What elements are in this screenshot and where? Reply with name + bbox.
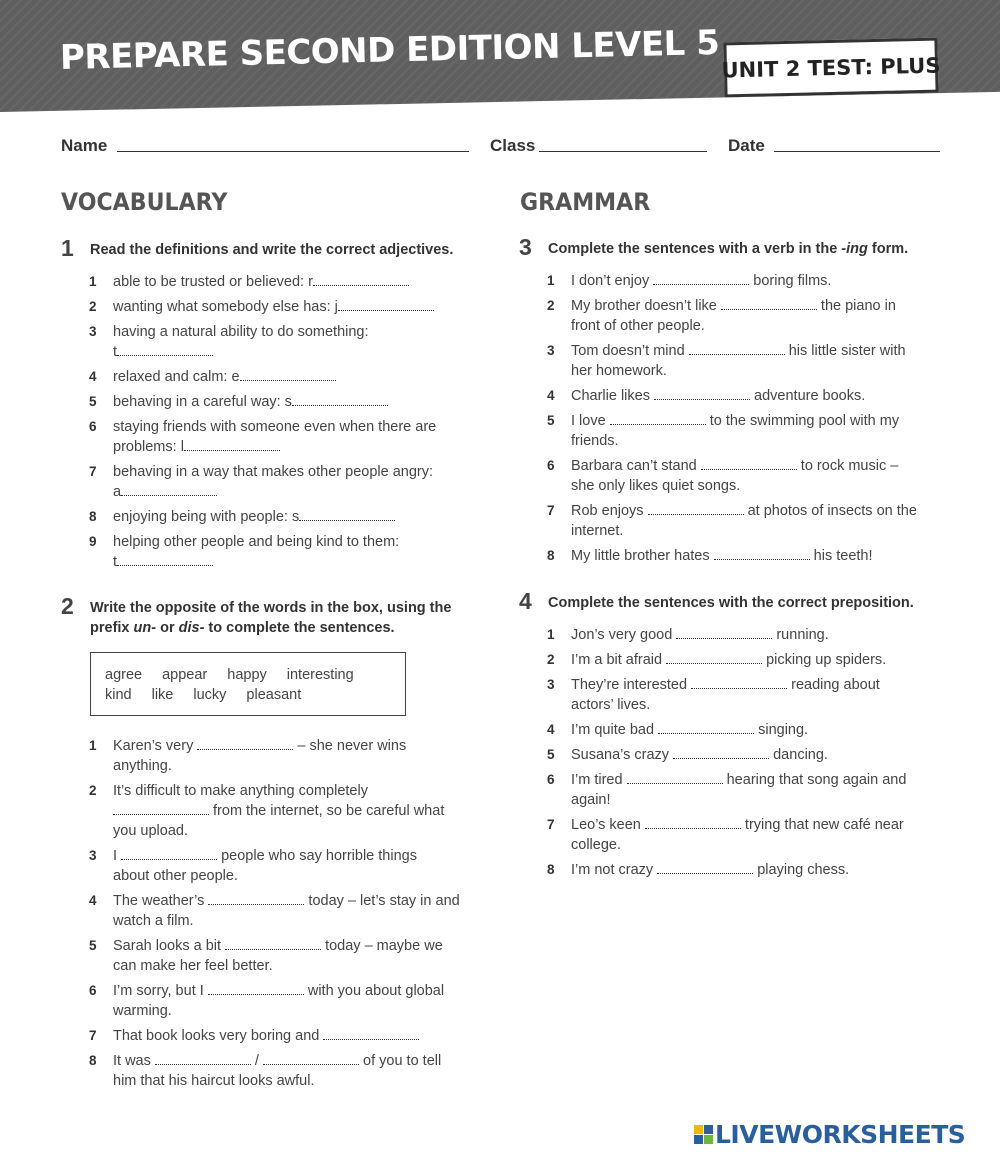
answer-blank[interactable]: [657, 860, 753, 874]
exercise-instruction: un-: [133, 620, 157, 636]
item-text: watch a film.: [113, 913, 194, 929]
item-number: 1: [547, 627, 555, 642]
item-number: 8: [89, 1053, 97, 1068]
item-text: /: [250, 1053, 263, 1069]
item-text: a: [113, 484, 122, 500]
answer-blank[interactable]: [721, 296, 817, 310]
item-number: 6: [89, 419, 97, 434]
word-box-word: kind: [105, 687, 132, 703]
exercise-number: 1: [61, 235, 74, 261]
word-box-word: interesting: [286, 667, 354, 683]
answer-blank[interactable]: [691, 675, 787, 689]
item-text: picking up spiders.: [762, 652, 887, 668]
list-item: [547, 815, 949, 855]
answer-blank[interactable]: [338, 297, 434, 311]
item-text: staying friends with someone even when there are: [113, 419, 437, 435]
item-number: 7: [547, 817, 555, 832]
answer-blank[interactable]: [653, 271, 749, 285]
exercise-4: [519, 588, 949, 885]
item-text: college.: [571, 837, 621, 853]
item-text: internet.: [571, 523, 624, 539]
list-item: [547, 501, 949, 541]
item-text: I’m quite bad: [571, 722, 659, 738]
item-text: of you to tell: [359, 1053, 442, 1069]
item-text: boring films.: [749, 273, 832, 289]
answer-blank[interactable]: [666, 650, 762, 664]
item-text: you upload.: [113, 823, 188, 839]
item-text: people who say horrible things: [217, 848, 417, 864]
vocabulary-title: VOCABULARY: [61, 188, 228, 216]
item-number: 8: [547, 548, 555, 563]
answer-blank[interactable]: [648, 501, 744, 515]
item-number: 4: [89, 893, 97, 908]
item-text: wanting what somebody else has: j: [113, 299, 338, 315]
item-number: 6: [547, 458, 555, 473]
class-field[interactable]: [539, 151, 707, 152]
list-item: [547, 860, 949, 880]
list-item: [547, 456, 949, 496]
list-item: [547, 386, 949, 406]
item-text: adventure books.: [750, 388, 866, 404]
item-text: Charlie likes: [571, 388, 654, 404]
logo-text: LIVEWORKSHEETS: [715, 1119, 966, 1149]
answer-blank[interactable]: [117, 552, 213, 566]
exercise-instruction: dis-: [178, 620, 205, 636]
exercise-3: [519, 234, 949, 571]
word-box-word: pleasant: [246, 687, 302, 703]
item-text: I love: [571, 413, 610, 429]
answer-blank[interactable]: [121, 482, 217, 496]
item-number: 3: [89, 324, 97, 339]
item-text: dancing.: [769, 747, 828, 763]
item-number: 6: [547, 772, 555, 787]
list-item: [547, 625, 949, 645]
item-number: 8: [547, 862, 555, 877]
item-text: having a natural ability to do something:: [113, 324, 369, 340]
list-item: [89, 507, 491, 527]
grammar-title: GRAMMAR: [520, 188, 651, 216]
item-number: 1: [89, 274, 97, 289]
item-text: Susana’s crazy: [571, 747, 674, 763]
exercise-number: 2: [61, 593, 74, 619]
item-text: able to be trusted or believed: r: [113, 274, 313, 290]
item-text: I’m a bit afraid: [571, 652, 667, 668]
item-text: to the swimming pool with my: [705, 413, 900, 429]
exercise-instruction: Complete the sentences with the correct preposition.: [548, 595, 914, 611]
item-number: 4: [547, 722, 555, 737]
answer-blank[interactable]: [208, 981, 304, 995]
item-number: 2: [89, 783, 97, 798]
word-box: [90, 652, 406, 716]
item-text: Leo’s keen: [571, 817, 645, 833]
answer-blank[interactable]: [197, 736, 293, 750]
item-text: t: [113, 344, 118, 360]
item-number: 4: [89, 369, 97, 384]
item-text: They’re interested: [571, 677, 692, 693]
answer-blank[interactable]: [225, 936, 321, 950]
item-text: from the internet, so be careful what: [209, 803, 445, 819]
exercise-instruction: form.: [867, 241, 909, 257]
page-title: PREPARE SECOND EDITION LEVEL 5: [59, 23, 720, 78]
answer-blank[interactable]: [323, 1026, 419, 1040]
item-number: 7: [547, 503, 555, 518]
name-label: Name: [61, 136, 108, 155]
word-box-word: happy: [227, 667, 267, 683]
item-text: with you about global: [303, 983, 445, 999]
item-text: helping other people and being kind to them:: [113, 534, 400, 550]
answer-blank[interactable]: [121, 846, 217, 860]
item-text: front of other people.: [571, 318, 705, 334]
item-text: the piano in: [816, 298, 896, 314]
list-item: [547, 296, 949, 336]
exercise-2: [61, 593, 491, 1096]
answer-blank[interactable]: [689, 341, 785, 355]
item-number: 1: [547, 273, 555, 288]
exercise-instruction: to complete the sentences.: [204, 620, 395, 636]
item-number: 6: [89, 983, 97, 998]
exercise-1-heading: [61, 235, 491, 261]
answer-blank[interactable]: [714, 546, 810, 560]
answer-blank[interactable]: [292, 392, 388, 406]
item-number: 2: [547, 652, 555, 667]
list-item: [547, 770, 949, 810]
list-item: [547, 546, 949, 566]
item-text: It was: [113, 1053, 155, 1069]
item-number: 3: [89, 848, 97, 863]
item-text: My little brother hates: [571, 548, 714, 564]
item-text: reading about: [787, 677, 880, 693]
exercise-instruction: -ing: [841, 241, 868, 257]
item-text: Barbara can’t stand: [571, 458, 701, 474]
list-item: [89, 846, 491, 886]
item-text: Sarah looks a bit: [113, 938, 226, 954]
item-text: singing.: [754, 722, 809, 738]
exercise-4-heading: [519, 588, 949, 614]
item-text: That book looks very boring and: [113, 1028, 324, 1044]
class-label: Class: [490, 136, 536, 155]
item-text: she only likes quiet songs.: [571, 478, 741, 494]
item-number: 4: [547, 388, 555, 403]
list-item: [89, 272, 491, 292]
list-item: [547, 271, 949, 291]
answer-blank[interactable]: [117, 342, 213, 356]
answer-blank[interactable]: [299, 507, 395, 521]
item-text: I don’t enjoy: [571, 273, 654, 289]
item-text: I: [113, 848, 122, 864]
item-number: 7: [89, 1028, 97, 1043]
item-text: enjoying being with people: s: [113, 509, 300, 525]
word-box-word: like: [151, 687, 174, 703]
item-text: t: [113, 554, 118, 570]
item-number: 5: [547, 413, 555, 428]
answer-blank[interactable]: [113, 801, 209, 815]
item-text: Tom doesn’t mind: [571, 343, 689, 359]
item-text: behaving in a way that makes other people angry:: [113, 464, 434, 480]
list-item: [89, 1026, 491, 1046]
list-item: [89, 462, 491, 502]
answer-blank[interactable]: [208, 891, 304, 905]
item-number: 3: [547, 343, 555, 358]
item-text: I’m sorry, but I: [113, 983, 208, 999]
answer-blank[interactable]: [676, 625, 772, 639]
item-number: 8: [89, 509, 97, 524]
item-text: – she never wins: [293, 738, 407, 754]
exercise-instruction: Complete the sentences with a verb in the: [548, 241, 842, 257]
list-item: [547, 720, 949, 740]
list-item: [89, 532, 491, 572]
item-text: The weather’s: [113, 893, 209, 909]
item-number: 3: [547, 677, 555, 692]
item-number: 9: [89, 534, 97, 549]
name-field[interactable]: [117, 151, 469, 152]
list-item: [89, 936, 491, 976]
answer-blank[interactable]: [184, 437, 280, 451]
item-text: Jon’s very good: [571, 627, 677, 643]
item-text: today – let’s stay in and: [304, 893, 460, 909]
answer-blank[interactable]: [627, 770, 723, 784]
list-item: [547, 411, 949, 451]
liveworksheets-logo[interactable]: [694, 1117, 965, 1151]
item-text: can make her feel better.: [113, 958, 273, 974]
item-text: running.: [772, 627, 829, 643]
item-number: 2: [89, 299, 97, 314]
unit-label: UNIT 2 TEST: PLUS: [721, 53, 941, 82]
date-label: Date: [728, 136, 765, 155]
item-text: behaving in a careful way: s: [113, 394, 292, 410]
list-item: [547, 745, 949, 765]
word-box-word: appear: [162, 667, 208, 683]
exercise-instruction: Write the opposite of the words in the box, using the: [90, 600, 452, 616]
item-text: warming.: [113, 1003, 172, 1019]
exercise-instruction: or: [156, 620, 179, 636]
item-number: 2: [547, 298, 555, 313]
item-number: 7: [89, 464, 97, 479]
item-text: I’m tired: [571, 772, 627, 788]
item-text: hearing that song again and: [722, 772, 907, 788]
answer-blank[interactable]: [673, 745, 769, 759]
item-number: 5: [547, 747, 555, 762]
list-item: [89, 1051, 491, 1091]
item-text: his little sister with: [784, 343, 906, 359]
list-item: [89, 392, 491, 412]
answer-blank[interactable]: [610, 411, 706, 425]
item-text: to rock music –: [796, 458, 899, 474]
answer-blank[interactable]: [263, 1051, 359, 1065]
word-box-word: agree: [105, 667, 143, 683]
exercise-number: 4: [519, 588, 532, 614]
list-item: [547, 650, 949, 670]
answer-blank[interactable]: [645, 815, 741, 829]
list-item: [89, 981, 491, 1021]
answer-blank[interactable]: [155, 1051, 251, 1065]
item-text: trying that new café near: [740, 817, 904, 833]
list-item: [89, 417, 491, 457]
list-item: [89, 322, 491, 362]
list-item: [547, 341, 949, 381]
item-text: him that his haircut looks awful.: [113, 1073, 315, 1089]
word-box-word: lucky: [193, 687, 227, 703]
item-number: 1: [89, 738, 97, 753]
answer-blank[interactable]: [658, 720, 754, 734]
list-item: [89, 736, 491, 776]
answer-blank[interactable]: [701, 456, 797, 470]
item-text: I’m not crazy: [571, 862, 658, 878]
exercise-instruction: prefix: [90, 620, 134, 636]
item-text: It’s difficult to make anything completely: [113, 783, 368, 799]
item-text: My brother doesn’t like: [571, 298, 721, 314]
exercise-number: 3: [519, 234, 532, 260]
item-text: actors’ lives.: [571, 697, 651, 713]
item-text: at photos of insects on the: [743, 503, 917, 519]
item-text: playing chess.: [753, 862, 850, 878]
item-text: relaxed and calm: e: [113, 369, 240, 385]
item-number: 5: [89, 938, 97, 953]
liveworksheets-icon: [694, 1125, 713, 1144]
list-item: [89, 297, 491, 317]
item-number: 5: [89, 394, 97, 409]
list-item: [547, 675, 949, 715]
item-text: anything.: [113, 758, 172, 774]
list-item: [89, 891, 491, 931]
exercise-3-heading: [519, 234, 949, 260]
exercise-instruction: Read the definitions and write the correct adjectives.: [90, 242, 454, 258]
item-text: friends.: [571, 433, 619, 449]
date-field[interactable]: [774, 151, 940, 152]
exercise-2-heading: [61, 593, 491, 638]
list-item: [89, 367, 491, 387]
answer-blank[interactable]: [313, 272, 409, 286]
item-text: problems: l: [113, 439, 184, 455]
item-text: Karen’s very: [113, 738, 198, 754]
item-text: today – maybe we: [321, 938, 443, 954]
item-text: his teeth!: [809, 548, 873, 564]
item-text: again!: [571, 792, 611, 808]
item-text: her homework.: [571, 363, 667, 379]
answer-blank[interactable]: [240, 367, 336, 381]
unit-label-box: [721, 38, 941, 98]
list-item: [89, 781, 491, 841]
exercise-1: [61, 235, 491, 577]
answer-blank[interactable]: [654, 386, 750, 400]
item-text: about other people.: [113, 868, 238, 884]
item-text: Rob enjoys: [571, 503, 648, 519]
